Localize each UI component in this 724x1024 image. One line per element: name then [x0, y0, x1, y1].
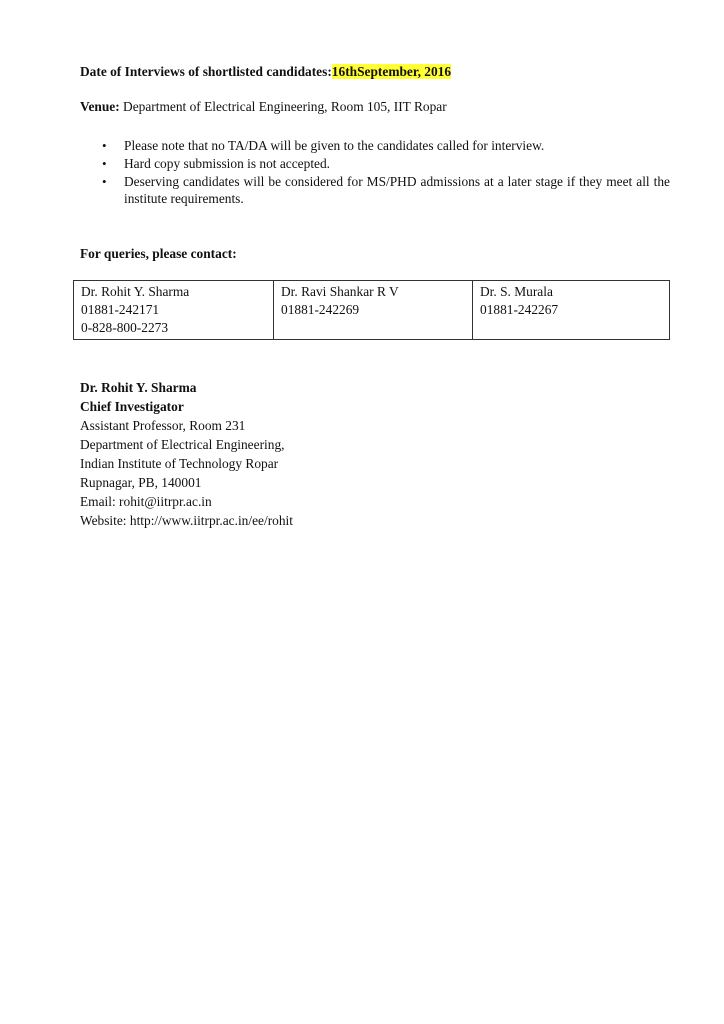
signature-website: Website: http://www.iitrpr.ac.in/ee/rohit	[80, 513, 293, 528]
queries-heading: For queries, please contact:	[80, 246, 237, 261]
note-text: Hard copy submission is not accepted.	[124, 156, 331, 171]
signature-role: Chief Investigator	[80, 399, 184, 414]
table-row	[74, 281, 670, 340]
signature-block	[80, 378, 293, 530]
contact-phone: 01881-242269	[281, 302, 360, 317]
bullet-icon: •	[102, 174, 107, 189]
contact-cell	[274, 281, 473, 340]
venue-label: Venue:	[80, 99, 120, 114]
interview-date-line	[80, 63, 451, 81]
contact-phone: 01881-242171	[81, 302, 160, 317]
interview-date-value: 16thSeptember, 2016	[331, 64, 452, 79]
list-item	[100, 137, 670, 154]
contact-name: Dr. Ravi Shankar R V	[281, 284, 399, 299]
signature-line: Assistant Professor, Room 231	[80, 418, 246, 433]
signature-line: Rupnagar, PB, 140001	[80, 475, 202, 490]
venue-text: Department of Electrical Engineering, Room 105, IIT Ropar	[119, 99, 447, 114]
contact-name: Dr. Rohit Y. Sharma	[81, 284, 190, 299]
note-text: Please note that no TA/DA will be given to the candidates called for interview.	[124, 138, 545, 153]
signature-name: Dr. Rohit Y. Sharma	[80, 380, 197, 395]
notes-list	[100, 137, 670, 208]
bullet-icon: •	[102, 138, 107, 153]
bullet-icon: •	[102, 156, 107, 171]
venue-line	[80, 98, 447, 116]
list-item	[100, 155, 670, 172]
contact-cell	[473, 281, 670, 340]
contacts-table	[73, 280, 670, 340]
contact-cell	[74, 281, 274, 340]
signature-line: Indian Institute of Technology Ropar	[80, 456, 279, 471]
signature-email: Email: rohit@iitrpr.ac.in	[80, 494, 212, 509]
note-text: Deserving candidates will be considered for MS/PHD admissions at a later stage if they meet all the institute requirements.	[124, 174, 670, 206]
contact-phone: 01881-242267	[480, 302, 559, 317]
interview-date-label: Date of Interviews of shortlisted candidates:	[80, 64, 332, 79]
signature-line: Department of Electrical Engineering,	[80, 437, 285, 452]
contact-mobile: 0-828-800-2273	[81, 320, 169, 335]
list-item	[100, 173, 670, 207]
contact-name: Dr. S. Murala	[480, 284, 553, 299]
